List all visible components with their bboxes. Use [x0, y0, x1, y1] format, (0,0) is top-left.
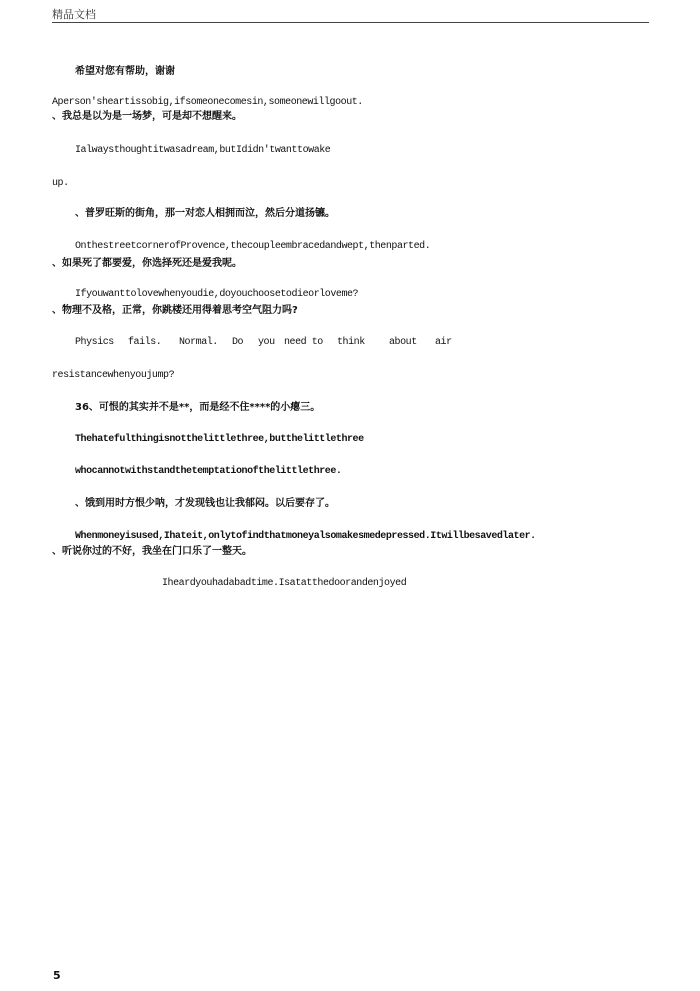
- page-number: 5: [53, 969, 61, 982]
- text-line-3: 、我总是以为是一场梦，可是却不想醒来。: [52, 111, 242, 122]
- text-line-6: 、普罗旺斯的街角，那一对恋人相拥而泣，然后分道扬镳。: [75, 208, 335, 219]
- word: air: [435, 337, 452, 348]
- text-line-11: [75, 337, 452, 349]
- word: you: [258, 337, 275, 348]
- word: Do: [232, 337, 244, 348]
- word: Normal.: [179, 337, 218, 348]
- word: Physics: [75, 337, 114, 348]
- text-line-10: 、物理不及格，正常，你跳楼还用得着思考空气阻力吗?: [52, 305, 298, 316]
- text-line-13: 36、可恨的其实并不是**，而是经不住****的小瘪三。: [75, 402, 321, 413]
- word: need to: [284, 337, 323, 348]
- text-line-18: 、听说你过的不好，我坐在门口乐了一整天。: [52, 546, 252, 557]
- text-line-4: Ialwaysthoughtitwasadream,butIdidn'twanttowake: [75, 145, 331, 156]
- text-line-12: resistancewhenyoujump?: [52, 370, 175, 381]
- text-line-7: OnthestreetcornerofProvence,thecoupleembracedandwept,thenparted.: [75, 241, 431, 252]
- text-line-15: whocannotwithstandthetemptationofthelittlethree.: [75, 466, 342, 477]
- text-line-9: Ifyouwanttolovewhenyoudie,doyouchoosetodieorloveme?: [75, 289, 359, 300]
- text-line-14: Thehatefulthingisnotthelittlethree,butthelittlethree: [75, 434, 364, 445]
- text-line-19: Iheardyouhadabadtime.Isatatthedoorandenjoyed: [162, 578, 407, 589]
- word: think: [337, 337, 365, 348]
- word: fails.: [128, 337, 162, 348]
- text-line-5: up.: [52, 178, 69, 189]
- header-divider: [52, 22, 649, 23]
- text-line-8: 、如果死了都要爱，你选择死还是爱我呢。: [52, 258, 242, 269]
- text-line-16: 、饿到用时方恨少呐，才发现钱也让我郁闷。以后要存了。: [75, 498, 335, 509]
- text-line-2: Aperson'sheartissobig,ifsomeonecomesin,someonewillgoout.: [52, 97, 363, 108]
- header-title: 精品文档: [52, 8, 96, 21]
- text-line-1: 希望对您有帮助，谢谢: [75, 66, 175, 77]
- word: about: [389, 337, 417, 348]
- text-line-17: Whenmoneyisused,Ihateit,onlytofindthatmoneyalsomakesmedepressed.Itwillbesavedlater.: [75, 531, 536, 542]
